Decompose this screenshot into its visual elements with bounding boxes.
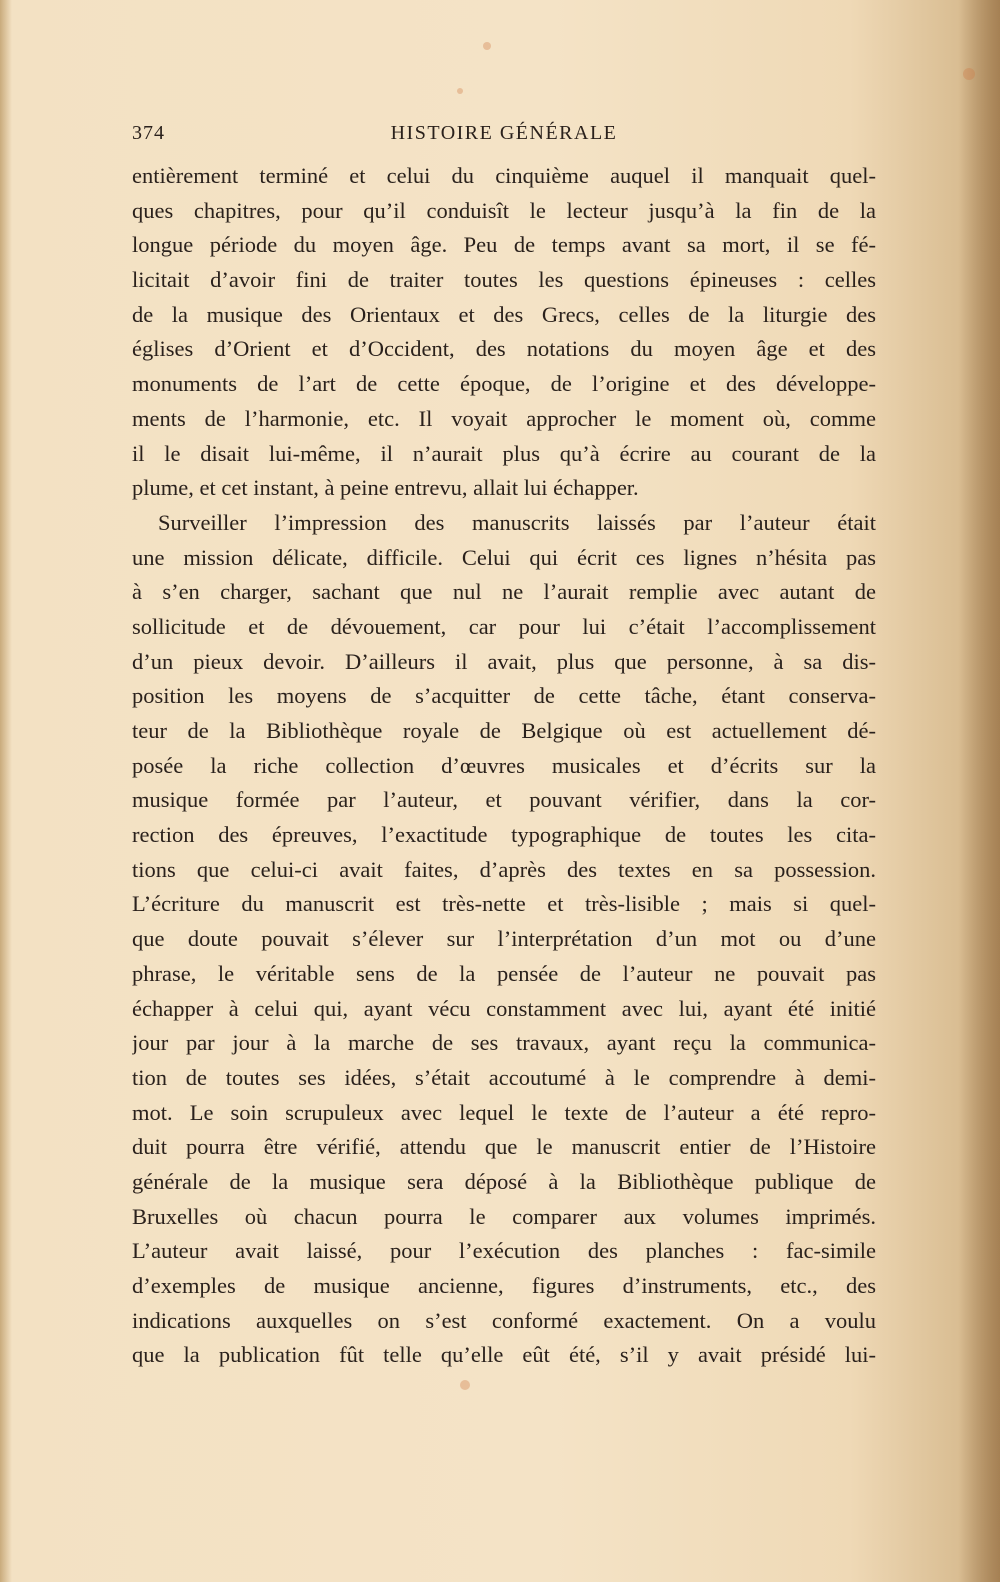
text-line: musique formée par l’auteur, et pouvant vérifier, dans la cor- xyxy=(132,787,876,813)
text-line: plume, et cet instant, à peine entrevu, allait lui échapper. xyxy=(132,475,639,501)
text-line: à s’en charger, sachant que nul ne l’aurait remplie avec autant de xyxy=(132,579,876,605)
paragraph-start-line: Surveiller l’impression des manuscrits laissés par l’auteur était xyxy=(158,509,876,535)
text-line: sollicitude et de dévouement, car pour lui c’était l’accomplissement xyxy=(132,613,876,639)
text-line: églises d’Orient et d’Occident, des notations du moyen âge et des xyxy=(132,336,876,362)
running-title: HISTOIRE GÉNÉRALE xyxy=(390,122,618,144)
text-line: duit pourra être vérifié, attendu que le manuscrit entier de l’Histoire xyxy=(132,1134,876,1160)
text-line: teur de la Bibliothèque royale de Belgique où est actuellement dé- xyxy=(132,718,876,743)
paper-stain xyxy=(460,1380,470,1390)
text-line: ques chapitres, pour qu’il conduisît le lecteur jusqu’à la fin de la xyxy=(132,197,876,223)
text-line: tion de toutes ses idées, s’était accoutumé à le comprendre à demi- xyxy=(132,1064,876,1090)
text-line: d’un pieux devoir. D’ailleurs il avait, plus que personne, à sa dis- xyxy=(132,648,876,674)
text-line: une mission délicate, difficile. Celui qui écrit ces lignes n’hésita pas xyxy=(132,544,876,570)
text-line: que doute pouvait s’élever sur l’interprétation d’un mot ou d’une xyxy=(132,926,876,952)
body-text xyxy=(132,159,876,1373)
text-line: générale de la musique sera déposé à la Bibliothèque publique de xyxy=(132,1168,876,1194)
page-gutter-shadow xyxy=(958,0,1000,1582)
text-line: échapper à celui qui, ayant vécu constamment avec lui, ayant été initié xyxy=(132,995,876,1021)
text-line: longue période du moyen âge. Peu de temps avant sa mort, il se fé- xyxy=(132,232,876,258)
paper-stain xyxy=(483,42,491,50)
page-number: 374 xyxy=(132,122,165,144)
text-line: ments de l’harmonie, etc. Il voyait approcher le moment où, comme xyxy=(132,405,876,431)
text-line: indications auxquelles on s’est conformé exactement. On a voulu xyxy=(132,1307,876,1333)
text-line: jour par jour à la marche de ses travaux, ayant reçu la communica- xyxy=(132,1030,876,1056)
text-line: mot. Le soin scrupuleux avec lequel le texte de l’auteur a été repro- xyxy=(132,1099,876,1125)
text-line: Bruxelles où chacun pourra le comparer aux volumes imprimés. xyxy=(132,1203,876,1229)
text-line: monuments de l’art de cette époque, de l’origine et des développe- xyxy=(132,371,876,397)
text-line: entièrement terminé et celui du cinquième auquel il manquait quel- xyxy=(132,163,876,188)
text-line: licitait d’avoir fini de traiter toutes les questions épineuses : celles xyxy=(132,267,876,293)
text-line: rection des épreuves, l’exactitude typographique de toutes les cita- xyxy=(132,822,876,848)
text-line: que la publication fût telle qu’elle eût été, s’il y avait présidé lui- xyxy=(132,1342,876,1368)
page-left-edge xyxy=(0,0,12,1582)
text-line: L’écriture du manuscrit est très-nette et très-lisible ; mais si quel- xyxy=(132,891,876,917)
text-line: phrase, le véritable sens de la pensée de l’auteur ne pouvait pas xyxy=(132,960,876,986)
text-line: il le disait lui-même, il n’aurait plus qu’à écrire au courant de la xyxy=(132,440,876,466)
running-head xyxy=(132,122,876,152)
text-line: posée la riche collection d’œuvres musicales et d’écrits sur la xyxy=(132,752,876,778)
text-line: position les moyens de s’acquitter de cette tâche, étant conserva- xyxy=(132,683,876,709)
text-line: tions que celui-ci avait faites, d’après des textes en sa possession. xyxy=(132,856,876,882)
text-line: de la musique des Orientaux et des Grecs, celles de la liturgie des xyxy=(132,301,876,327)
paper-stain xyxy=(963,68,975,80)
paper-stain xyxy=(457,88,463,94)
text-line: L’auteur avait laissé, pour l’exécution des planches : fac-simile xyxy=(132,1238,876,1264)
text-line: d’exemples de musique ancienne, figures d’instruments, etc., des xyxy=(132,1273,876,1298)
